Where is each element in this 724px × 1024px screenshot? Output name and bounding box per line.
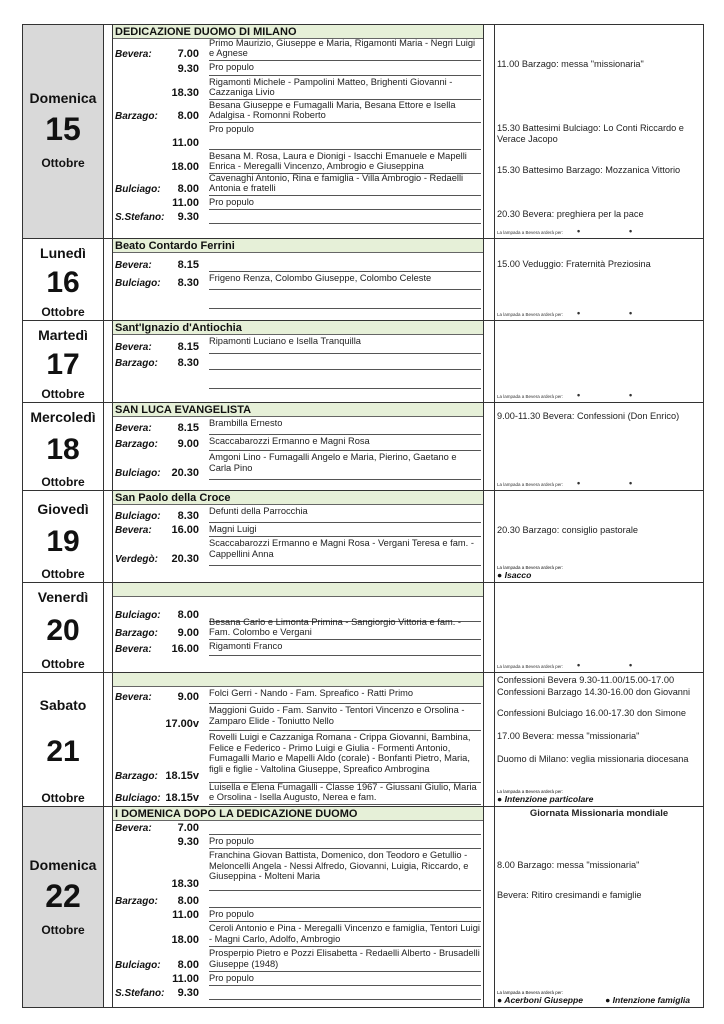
lamp-label: La lampada a Bevera arderà per:	[497, 482, 564, 487]
day-label	[22, 491, 104, 582]
mass-intention: Brambilla Ernesto	[209, 418, 481, 435]
day-number: 16	[46, 266, 80, 299]
mass-time: 18.30	[171, 87, 199, 99]
mass-time: 18.15v	[165, 770, 199, 782]
day-number: 22	[45, 878, 81, 914]
mass-row	[113, 76, 483, 100]
mass-intention	[209, 657, 481, 673]
mass-row	[113, 150, 483, 174]
mass-row	[113, 523, 483, 537]
location: Barzago:	[115, 439, 158, 450]
mass-row	[113, 835, 483, 849]
month: Ottobre	[41, 156, 85, 170]
event-note: Bevera: Ritiro cresimandi e famiglie	[497, 890, 642, 900]
day-label	[22, 25, 104, 238]
mass-time: 9.00	[177, 627, 199, 639]
mass-time: 8.30	[177, 510, 199, 522]
weekday: Lunedì	[40, 245, 86, 261]
mass-time: 16.00	[171, 643, 199, 655]
mass-intention: Primo Maurizio, Giuseppe e Maria, Rigamonti Maria - Negri Luigi e Agnese	[209, 38, 481, 61]
month: Ottobre	[41, 567, 85, 581]
mass-row	[113, 39, 483, 61]
intention-name: ● Intenzione famiglia	[605, 995, 690, 1005]
mass-row	[113, 849, 483, 891]
bullet-icon: •	[629, 390, 633, 400]
location: Bevera:	[115, 49, 152, 60]
mass-time: 8.15	[177, 259, 199, 271]
mass-row	[113, 947, 483, 972]
lamp-label: La lampada a Bevera arderà per:	[497, 789, 564, 794]
mass-row	[113, 783, 483, 805]
event-note: 20.30 Bevera: preghiera per la pace	[497, 209, 644, 219]
event-note: 9.00-11.30 Bevera: Confessioni (Don Enrico)	[497, 411, 680, 421]
mass-intention: Amgoni Lino - Fumagalli Angelo e Maria, Pierino, Gaetano e Carla Pino	[209, 452, 481, 480]
day-number: 19	[46, 525, 80, 558]
lamp-intentions	[497, 990, 701, 1005]
day-number: 18	[46, 433, 80, 466]
month: Ottobre	[41, 475, 85, 489]
mass-time: 18.30	[171, 878, 199, 890]
event-note: 11.00 Barzago: messa "missionaria"	[497, 59, 644, 69]
location: Barzago:	[115, 111, 158, 122]
day-label	[22, 807, 104, 1007]
mass-time: 11.00	[172, 137, 199, 149]
notes-column	[494, 321, 704, 402]
mass-intention	[209, 987, 481, 1000]
event-note: 15.30 Battesimi Bulciago: Lo Conti Riccardo e Verace Jacopo	[497, 123, 684, 144]
mass-time: 20.30	[171, 467, 199, 479]
mass-row	[113, 972, 483, 986]
mass-intention: Magni Luigi	[209, 524, 481, 537]
mass-time: 11.00	[172, 973, 199, 985]
month: Ottobre	[41, 923, 85, 937]
weekday: Domenica	[29, 857, 97, 873]
mass-row	[113, 656, 483, 673]
location: Bulciago:	[115, 278, 161, 289]
mass-intention: Folci Gerri - Nando - Fam. Spreafico - Ratti Primo	[209, 688, 481, 704]
notes-column	[494, 25, 704, 238]
intention-name: ● Isacco	[497, 570, 532, 580]
event-note: 15.00 Veduggio: Fraternità Preziosina	[497, 259, 651, 269]
mass-row	[113, 986, 483, 1000]
day-block	[22, 320, 704, 402]
day-number: 17	[46, 348, 80, 381]
mass-row	[113, 687, 483, 704]
feast-name: DEDICAZIONE DUOMO DI MILANO	[113, 25, 483, 39]
lamp-row	[497, 226, 701, 236]
mass-intention: Rigamonti Franco	[209, 641, 481, 656]
day-number: 21	[46, 735, 80, 768]
lamp-label: La lampada a Bevera arderà per:	[497, 990, 564, 995]
day-block	[22, 238, 704, 320]
mass-intention: Pro populo	[209, 197, 481, 210]
day-label	[22, 673, 104, 806]
weekday: Venerdì	[37, 589, 89, 605]
location: Barzago:	[115, 771, 158, 782]
weekday: Mercoledì	[30, 409, 96, 425]
location: Bevera:	[115, 525, 152, 536]
lamp-row	[497, 390, 701, 400]
mass-time: 8.00	[177, 183, 199, 195]
mass-intention: Pro populo	[209, 836, 481, 849]
mass-row	[113, 100, 483, 123]
mass-intention: Pro populo	[209, 62, 481, 76]
bullet-icon: •	[629, 660, 633, 670]
mass-row	[113, 704, 483, 731]
mass-schedule	[112, 491, 484, 582]
location: Bulciago:	[115, 468, 161, 479]
mass-schedule	[112, 25, 484, 238]
mass-row	[113, 435, 483, 451]
mass-time: 8.30	[177, 277, 199, 289]
mass-time: 7.00	[177, 48, 199, 60]
mass-row	[113, 196, 483, 210]
event-note: Confessioni Barzago 14.30-16.00 don Giovanni	[497, 687, 691, 697]
bullet-icon: •	[629, 478, 633, 488]
day-block	[22, 672, 704, 806]
event-note: 15.30 Battesimo Barzago: Mozzanica Vittorio	[497, 165, 681, 175]
mass-intention: Besana M. Rosa, Laura e Dionigi - Isacchi Emanuele e Mapelli Enrica - Meregalli Vincenzo, Ambrogio e Giuseppina	[209, 151, 481, 174]
mass-intention	[209, 892, 481, 908]
day-number: 15	[45, 111, 81, 147]
feast-name: Beato Contardo Ferrini	[113, 239, 483, 253]
event-note: Giornata Missionaria mondiale	[529, 808, 669, 819]
mass-intention: Prosperpio Pietro e Pozzi Elisabetta - Redaelli Alberto - Brusadelli Giuseppe (1948)	[209, 948, 481, 972]
location: S.Stefano:	[115, 988, 165, 999]
intention-line	[497, 995, 701, 1005]
mass-row	[113, 731, 483, 783]
month: Ottobre	[41, 387, 85, 401]
notes-column	[494, 673, 704, 806]
bullet-icon: •	[577, 226, 581, 236]
mass-intention	[209, 211, 481, 224]
location: Bulciago:	[115, 960, 161, 971]
lamp-intentions	[497, 565, 701, 580]
mass-row	[113, 891, 483, 908]
notes-column	[494, 403, 704, 490]
intention-name: ● Intenzione particolare	[497, 794, 594, 804]
mass-schedule	[112, 807, 484, 1007]
lamp-label: La lampada a Bevera arderà per:	[497, 230, 564, 235]
feast-name: Sant'Ignazio d'Antiochia	[113, 321, 483, 335]
intention-line	[497, 794, 701, 804]
mass-row	[113, 272, 483, 290]
weekday: Domenica	[29, 90, 97, 106]
day-block	[22, 24, 704, 238]
location: S.Stefano:	[115, 212, 165, 223]
month: Ottobre	[41, 791, 85, 805]
mass-time: 11.00	[172, 197, 199, 209]
weekday: Sabato	[39, 697, 87, 713]
mass-row	[113, 174, 483, 196]
mass-intention: Franchina Giovan Battista, Domenico, don Teodoro e Getullio - Meloncelli Angela - Nessi Alfredo, Giovanni, Luigia, Riccardo, e Giuseppina - Molteni Maria	[209, 850, 481, 891]
mass-row	[113, 505, 483, 523]
mass-time: 11.00	[172, 909, 199, 921]
location: Barzago:	[115, 628, 158, 639]
mass-row	[113, 354, 483, 370]
lamp-row	[497, 308, 701, 318]
mass-time: 9.00	[177, 438, 199, 450]
location: Verdegò:	[115, 554, 158, 565]
mass-time: 18.00	[171, 934, 199, 946]
mass-row	[113, 417, 483, 435]
notes-column	[494, 239, 704, 320]
notes-column	[494, 807, 704, 1007]
feast-name	[113, 673, 483, 687]
feast-name: San Paolo della Croce	[113, 491, 483, 505]
feast-name: SAN LUCA EVANGELISTA	[113, 403, 483, 417]
mass-intention: Pro populo	[209, 124, 481, 150]
mass-row	[113, 640, 483, 656]
location: Barzago:	[115, 896, 158, 907]
mass-schedule	[112, 321, 484, 402]
mass-time: 17.00v	[165, 718, 199, 730]
mass-row	[113, 922, 483, 947]
mass-row	[113, 253, 483, 272]
event-note: 17.00 Bevera: messa "missionaria"	[497, 731, 640, 741]
mass-time: 9.30	[177, 211, 199, 223]
mass-time: 8.30	[177, 357, 199, 369]
mass-intention: Besana Carlo e Limonta Primina - Sangiorgio Vittoria e fam. -Fam. Colombo e Vergani	[209, 617, 481, 640]
lamp-label: La lampada a Bevera arderà per:	[497, 312, 564, 317]
day-label	[22, 239, 104, 320]
mass-row	[113, 821, 483, 835]
lamp-row	[497, 660, 701, 670]
bullet-icon: •	[577, 308, 581, 318]
location: Bevera:	[115, 423, 152, 434]
mass-intention: Frigeno Renza, Colombo Giuseppe, Colombo Celeste	[209, 273, 481, 290]
mass-time: 8.15	[177, 341, 199, 353]
location: Bulciago:	[115, 184, 161, 195]
mass-time: 8.00	[177, 110, 199, 122]
lamp-label: La lampada a Bevera arderà per:	[497, 664, 564, 669]
mass-intention	[209, 254, 481, 272]
lamp-label: La lampada a Bevera arderà per:	[497, 394, 564, 399]
mass-intention: Pro populo	[209, 973, 481, 986]
mass-schedule	[112, 583, 484, 672]
location: Bulciago:	[115, 511, 161, 522]
notes-column	[494, 491, 704, 582]
mass-intention: Besana Giuseppe e Fumagalli Maria, Besana Ettore e Isella Adalgisa - Romonni Roberto	[209, 100, 481, 123]
mass-intention: Defunti della Parrocchia	[209, 506, 481, 523]
day-block	[22, 806, 704, 1008]
mass-row	[113, 616, 483, 640]
mass-time: 9.30	[177, 836, 199, 848]
day-block	[22, 402, 704, 490]
weekday: Giovedì	[37, 501, 89, 517]
event-note: Confessioni Bulciago 16.00-17.30 don Simone	[497, 708, 686, 718]
location: Bevera:	[115, 644, 152, 655]
bullet-icon: •	[577, 390, 581, 400]
location: Bevera:	[115, 342, 152, 353]
mass-schedule	[112, 673, 484, 806]
feast-name	[113, 583, 483, 597]
location: Bevera:	[115, 260, 152, 271]
mass-row	[113, 290, 483, 309]
mass-row	[113, 370, 483, 389]
day-block	[22, 582, 704, 672]
mass-intention: Pro populo	[209, 909, 481, 922]
mass-intention	[209, 355, 481, 370]
mass-intention	[209, 371, 481, 389]
mass-intention: Rigamonti Michele - Pampolini Matteo, Brighenti Giovanni - Cazzaniga Livio	[209, 77, 481, 100]
event-note: 8.00 Barzago: messa "missionaria"	[497, 860, 640, 870]
mass-time: 18.00	[171, 161, 199, 173]
mass-intention: Luisella e Elena Fumagalli - Classe 1967 - Giussani Giulio, Maria e Orsolina - Isella Augusto, Nerea e fam.	[209, 782, 481, 805]
day-label	[22, 583, 104, 672]
month: Ottobre	[41, 657, 85, 671]
event-note: 20.30 Barzago: consiglio pastorale	[497, 525, 638, 535]
bullet-icon: •	[577, 660, 581, 670]
day-label	[22, 403, 104, 490]
mass-row	[113, 123, 483, 150]
location: Barzago:	[115, 358, 158, 369]
mass-time: 8.00	[177, 959, 199, 971]
mass-time: 8.15	[177, 422, 199, 434]
mass-time: 20.30	[171, 553, 199, 565]
mass-intention	[209, 822, 481, 835]
mass-time: 9.30	[177, 987, 199, 999]
location: Bulciago:	[115, 793, 161, 804]
mass-time: 7.00	[177, 822, 199, 834]
mass-time: 9.00	[177, 691, 199, 703]
mass-row	[113, 210, 483, 224]
location: Bulciago:	[115, 610, 161, 621]
mass-schedule	[112, 239, 484, 320]
bullet-icon: •	[629, 226, 633, 236]
feast-name: I DOMENICA DOPO LA DEDICAZIONE DUOMO	[113, 807, 483, 821]
mass-row	[113, 537, 483, 566]
lamp-label: La lampada a Bevera arderà per:	[497, 565, 564, 570]
mass-intention: Scaccabarozzi Ermanno e Magni Rosa - Vergani Teresa e fam. - Cappellini Anna	[209, 538, 481, 566]
mass-intention: Maggioni Guido - Fam. Sanvito - Tentori Vincenzo e Orsolina - Zamparo Elide - Toniutto Nello	[209, 705, 481, 731]
parish-calendar	[22, 24, 704, 1008]
location: Bevera:	[115, 692, 152, 703]
mass-intention: Rovelli Luigi e Cazzaniga Romana - Crippa Giovanni, Bambina, Felice e Federico - Primo Luigi e Giulia - Formenti Antonio, Fumagalli Mario e Mapelli Aldo (corale) - Bonfanti Pietro, Maria, figli e figlie - Valtolina Giuseppe, Spreafico Ambrogina	[209, 732, 481, 783]
day-number: 20	[46, 614, 80, 647]
mass-row	[113, 908, 483, 922]
bullet-icon: •	[629, 308, 633, 318]
mass-intention	[209, 291, 481, 309]
mass-time: 16.00	[171, 524, 199, 536]
weekday: Martedì	[38, 327, 88, 343]
mass-time: 8.00	[177, 609, 199, 621]
event-note: Duomo di Milano: veglia missionaria diocesana	[497, 754, 689, 764]
mass-row	[113, 61, 483, 76]
mass-time: 9.30	[177, 63, 199, 75]
mass-intention: Scaccabarozzi Ermanno e Magni Rosa	[209, 436, 481, 451]
mass-time: 8.00	[177, 895, 199, 907]
event-note: Confessioni Bevera 9.30-11.00/15.00-17.00	[497, 675, 675, 685]
lamp-row	[497, 478, 701, 488]
intention-line	[497, 570, 701, 580]
mass-intention: Ripamonti Luciano e Isella Tranquilla	[209, 336, 481, 354]
location: Bevera:	[115, 823, 152, 834]
month: Ottobre	[41, 305, 85, 319]
mass-row	[113, 335, 483, 354]
mass-schedule	[112, 403, 484, 490]
lamp-intentions	[497, 789, 701, 804]
mass-row	[113, 451, 483, 480]
mass-intention: Cavenaghi Antonio, Rina e famiglia - Villa Ambrogio - Redaelli Antonia e fratelli	[209, 173, 481, 196]
day-label	[22, 321, 104, 402]
notes-column	[494, 583, 704, 672]
day-block	[22, 490, 704, 582]
mass-intention: Ceroli Antonio e Pina - Meregalli Vincenzo e famiglia, Tentori Luigi - Magni Carlo, Adolfo, Ambrogio	[209, 923, 481, 947]
bullet-icon: •	[577, 478, 581, 488]
mass-time: 18.15v	[165, 792, 199, 804]
intention-name: ● Acerboni Giuseppe	[497, 995, 584, 1005]
